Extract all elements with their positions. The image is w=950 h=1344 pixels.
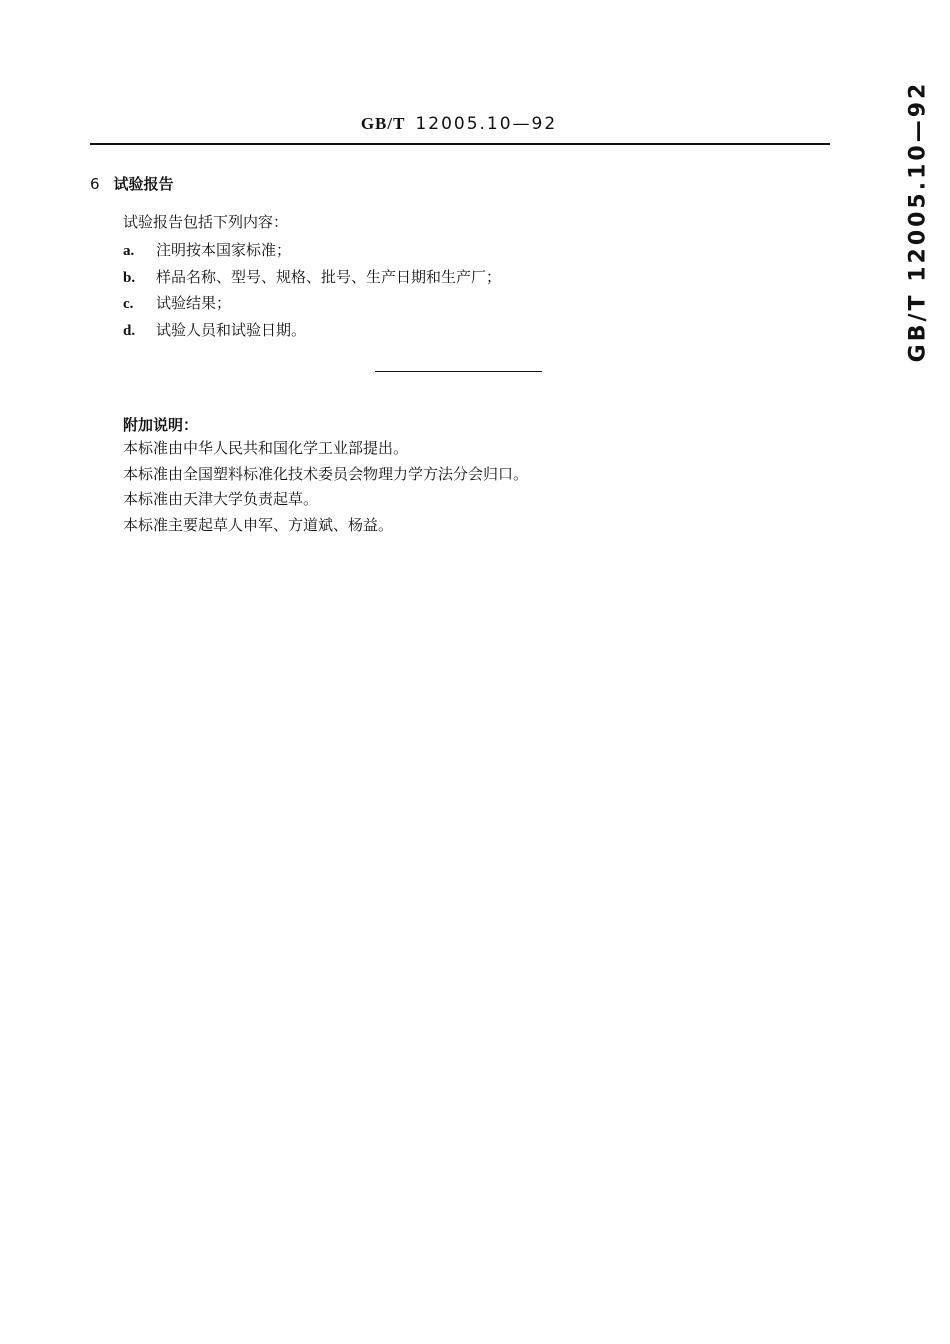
section-title: 试验报告 <box>113 175 174 193</box>
list-item <box>123 264 501 291</box>
notes-heading: 附加说明： <box>123 416 199 434</box>
list-item <box>123 237 501 264</box>
list-marker: b. <box>123 269 136 286</box>
list-marker: c. <box>123 296 134 312</box>
list-item <box>123 317 501 344</box>
notes-line: 本标准由中华人民共和国化学工业部提出。 <box>123 439 409 457</box>
report-intro: 试验报告包括下列内容： <box>123 213 289 231</box>
notes-line: 本标准主要起草人申军、方道斌、杨益。 <box>123 515 394 534</box>
list-item-text: 样品名称、型号、规格、批号、生产日期和生产厂； <box>156 267 502 286</box>
page-header <box>0 114 918 134</box>
list-item-text: 试验人员和试验日期。 <box>156 320 307 339</box>
list-marker: a. <box>123 243 135 259</box>
section-number: 6 <box>90 175 100 193</box>
list-marker: d. <box>123 322 136 339</box>
notes-line: 本标准由天津大学负责起草。 <box>123 490 319 508</box>
standard-number: 12005.10—92 <box>415 114 558 134</box>
list-item-text: 试验结果； <box>156 294 232 312</box>
end-of-text-divider <box>375 371 542 372</box>
side-standard-code-text: GB/T 12005.10—92 <box>905 80 931 362</box>
list-item <box>123 290 501 317</box>
notes-line: 本标准由全国塑料标准化技术委员会物理力学方法分会归口。 <box>123 464 529 483</box>
header-divider <box>90 143 830 145</box>
notes-list <box>123 436 528 538</box>
section-heading <box>90 173 174 194</box>
standard-prefix: GB/T <box>360 114 406 133</box>
list-item-text: 注明按本国家标准； <box>156 241 292 259</box>
side-standard-code <box>898 80 938 362</box>
report-contents-list <box>123 237 501 343</box>
